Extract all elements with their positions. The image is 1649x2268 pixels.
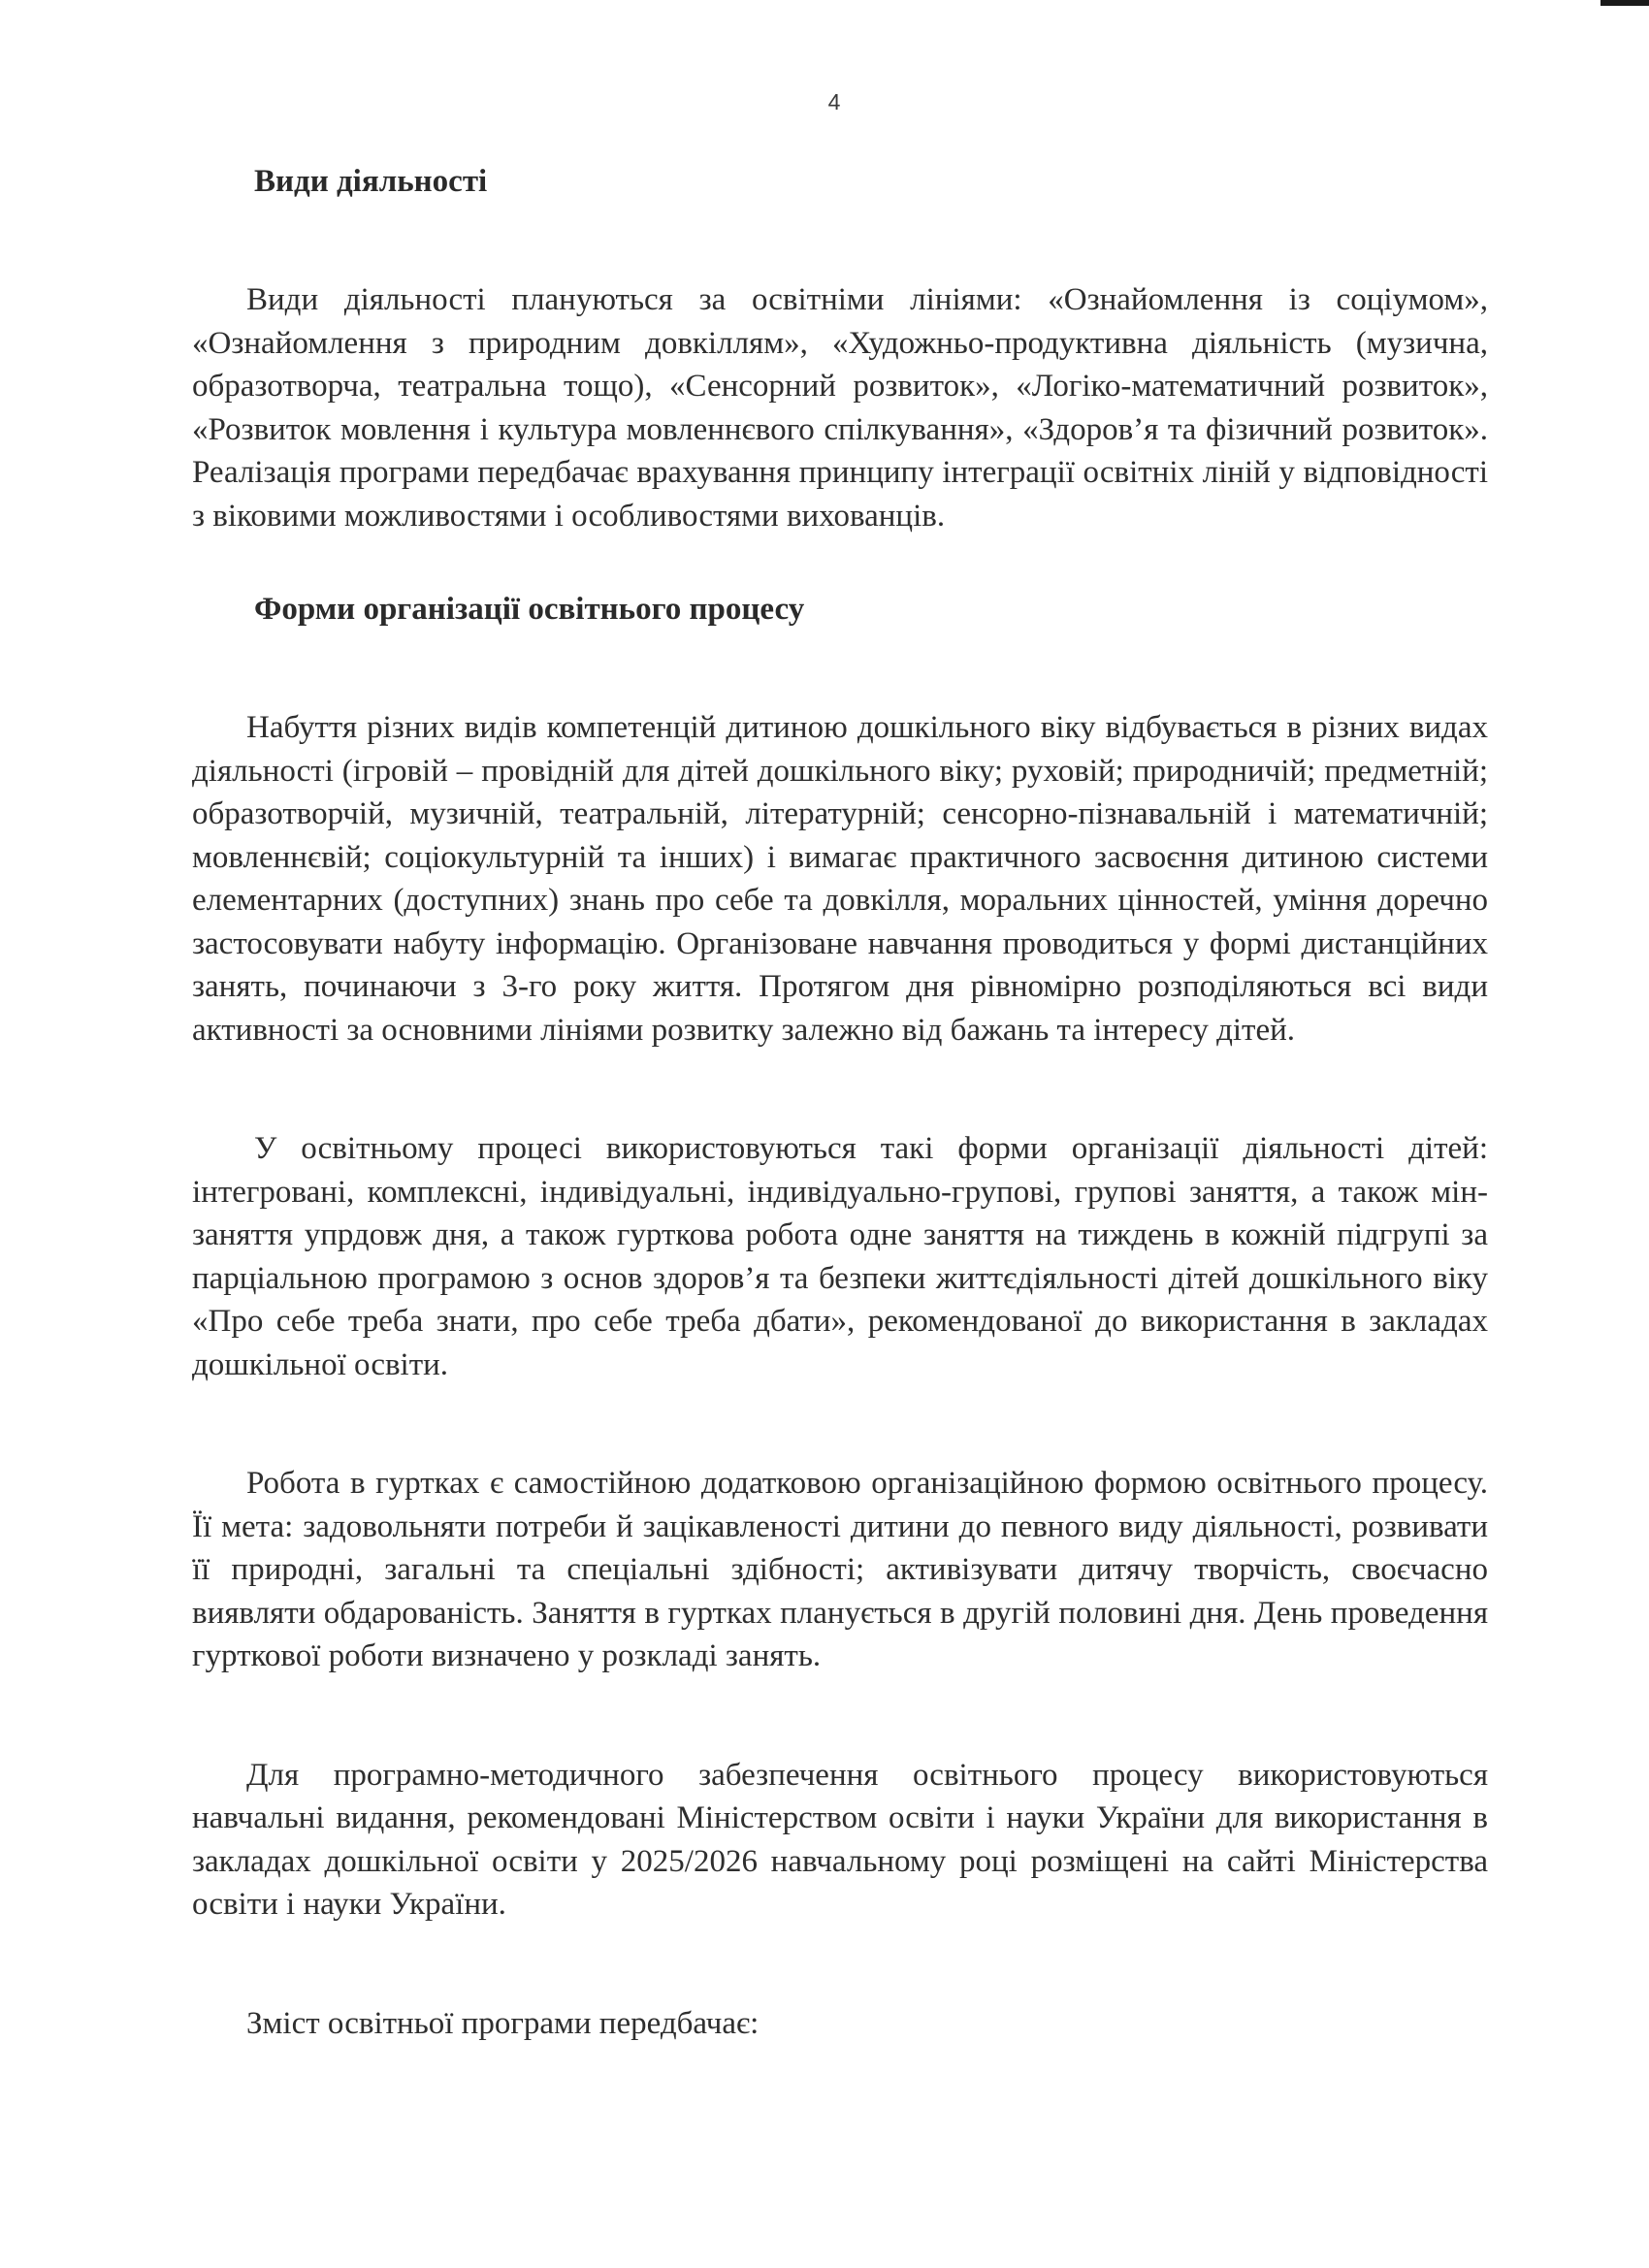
scan-edge-mark [1600, 0, 1649, 6]
paragraph-competencies: Набуття різних видів компетенцій дитиною дошкільного віку відбувається в різних видах діяльності (ігровій – провідній для дітей дошкільного віку; руховій; природничій; предметній; образотворчій, музичній, театральній, літературній; сенсорно-пізнавальній і математичній; мовленнєвій; соціокультурній та інших) і вимагає практичного засвоєння дитиною системи елементарних (доступних) знань про себе та довкілля, моральних цінностей, уміння доречно застосовувати набуту інформацію. Організоване навчання проводиться у формі дистанційних занять, починаючи з 3-го року життя. Протягом дня рівномірно розподіляються всі види активності за основними лініями розвитку залежно від бажань та інтересу дітей. [192, 710, 1488, 1048]
paragraph-activities: Види діяльності плануються за освітніми лініями: «Ознайомлення із соціумом», «Ознайомлення з природним довкіллям», «Художньо-продуктивна діяльність (музична, образотворча, театральна тощо), «Сенсорний розвиток», «Логіко-математичний розвиток», «Розвиток мовлення і культура мовленнєвого спілкування», «Здоров’я та фізичний розвиток». Реалізація програми передбачає врахування принципу інтеграції освітніх ліній у відповідності з віковими можливостями і особливостями вихованців. [192, 282, 1488, 534]
section-heading-forms: Форми організації освітнього процесу [254, 592, 805, 627]
paragraph-methodology: Для програмно-методичного забезпечення освітнього процесу використовуються навчальні видання, рекомендовані Міністерством освіти і науки України для використання в закладах дошкільної освіти у 2025/2026 навчальному році розміщені на сайті Міністерства освіти і науки України. [192, 1757, 1488, 1922]
page-number: 4 [827, 89, 841, 114]
paragraph-program-content: Зміст освітньої програми передбачає: [246, 2005, 760, 2041]
paragraph-clubs: Робота в гуртках є самостійною додатковою організаційною формою освітнього процесу. Її мета: задовольняти потреби й зацікавленості дитини до певного виду діяльності, розвивати її природні, загальні та спеціальні здібності; активізувати дитячу творчість, своєчасно виявляти обдарованість. Заняття в гуртках планується в другій половині дня. День проведення гурткової роботи визначено у розкладі занять. [192, 1466, 1488, 1673]
section-heading-activities: Види діяльності [254, 164, 488, 199]
paragraph-forms-used: У освітньому процесі використовуються такі форми організації діяльності дітей: інтегровані, комплексні, індивідуальні, індивідуально-групові, групові заняття, а також мін-заняття упрдовж дня, а також гурткова робота одне заняття на тиждень в кожній підгрупі за парціальною програмою з основ здоров’я та безпеки життєдіяльності дітей дошкільного віку «Про себе треба знати, про себе треба дбати», рекомендованої до використання в закладах дошкільної освіти. [192, 1131, 1488, 1382]
document-body [192, 160, 1488, 2045]
